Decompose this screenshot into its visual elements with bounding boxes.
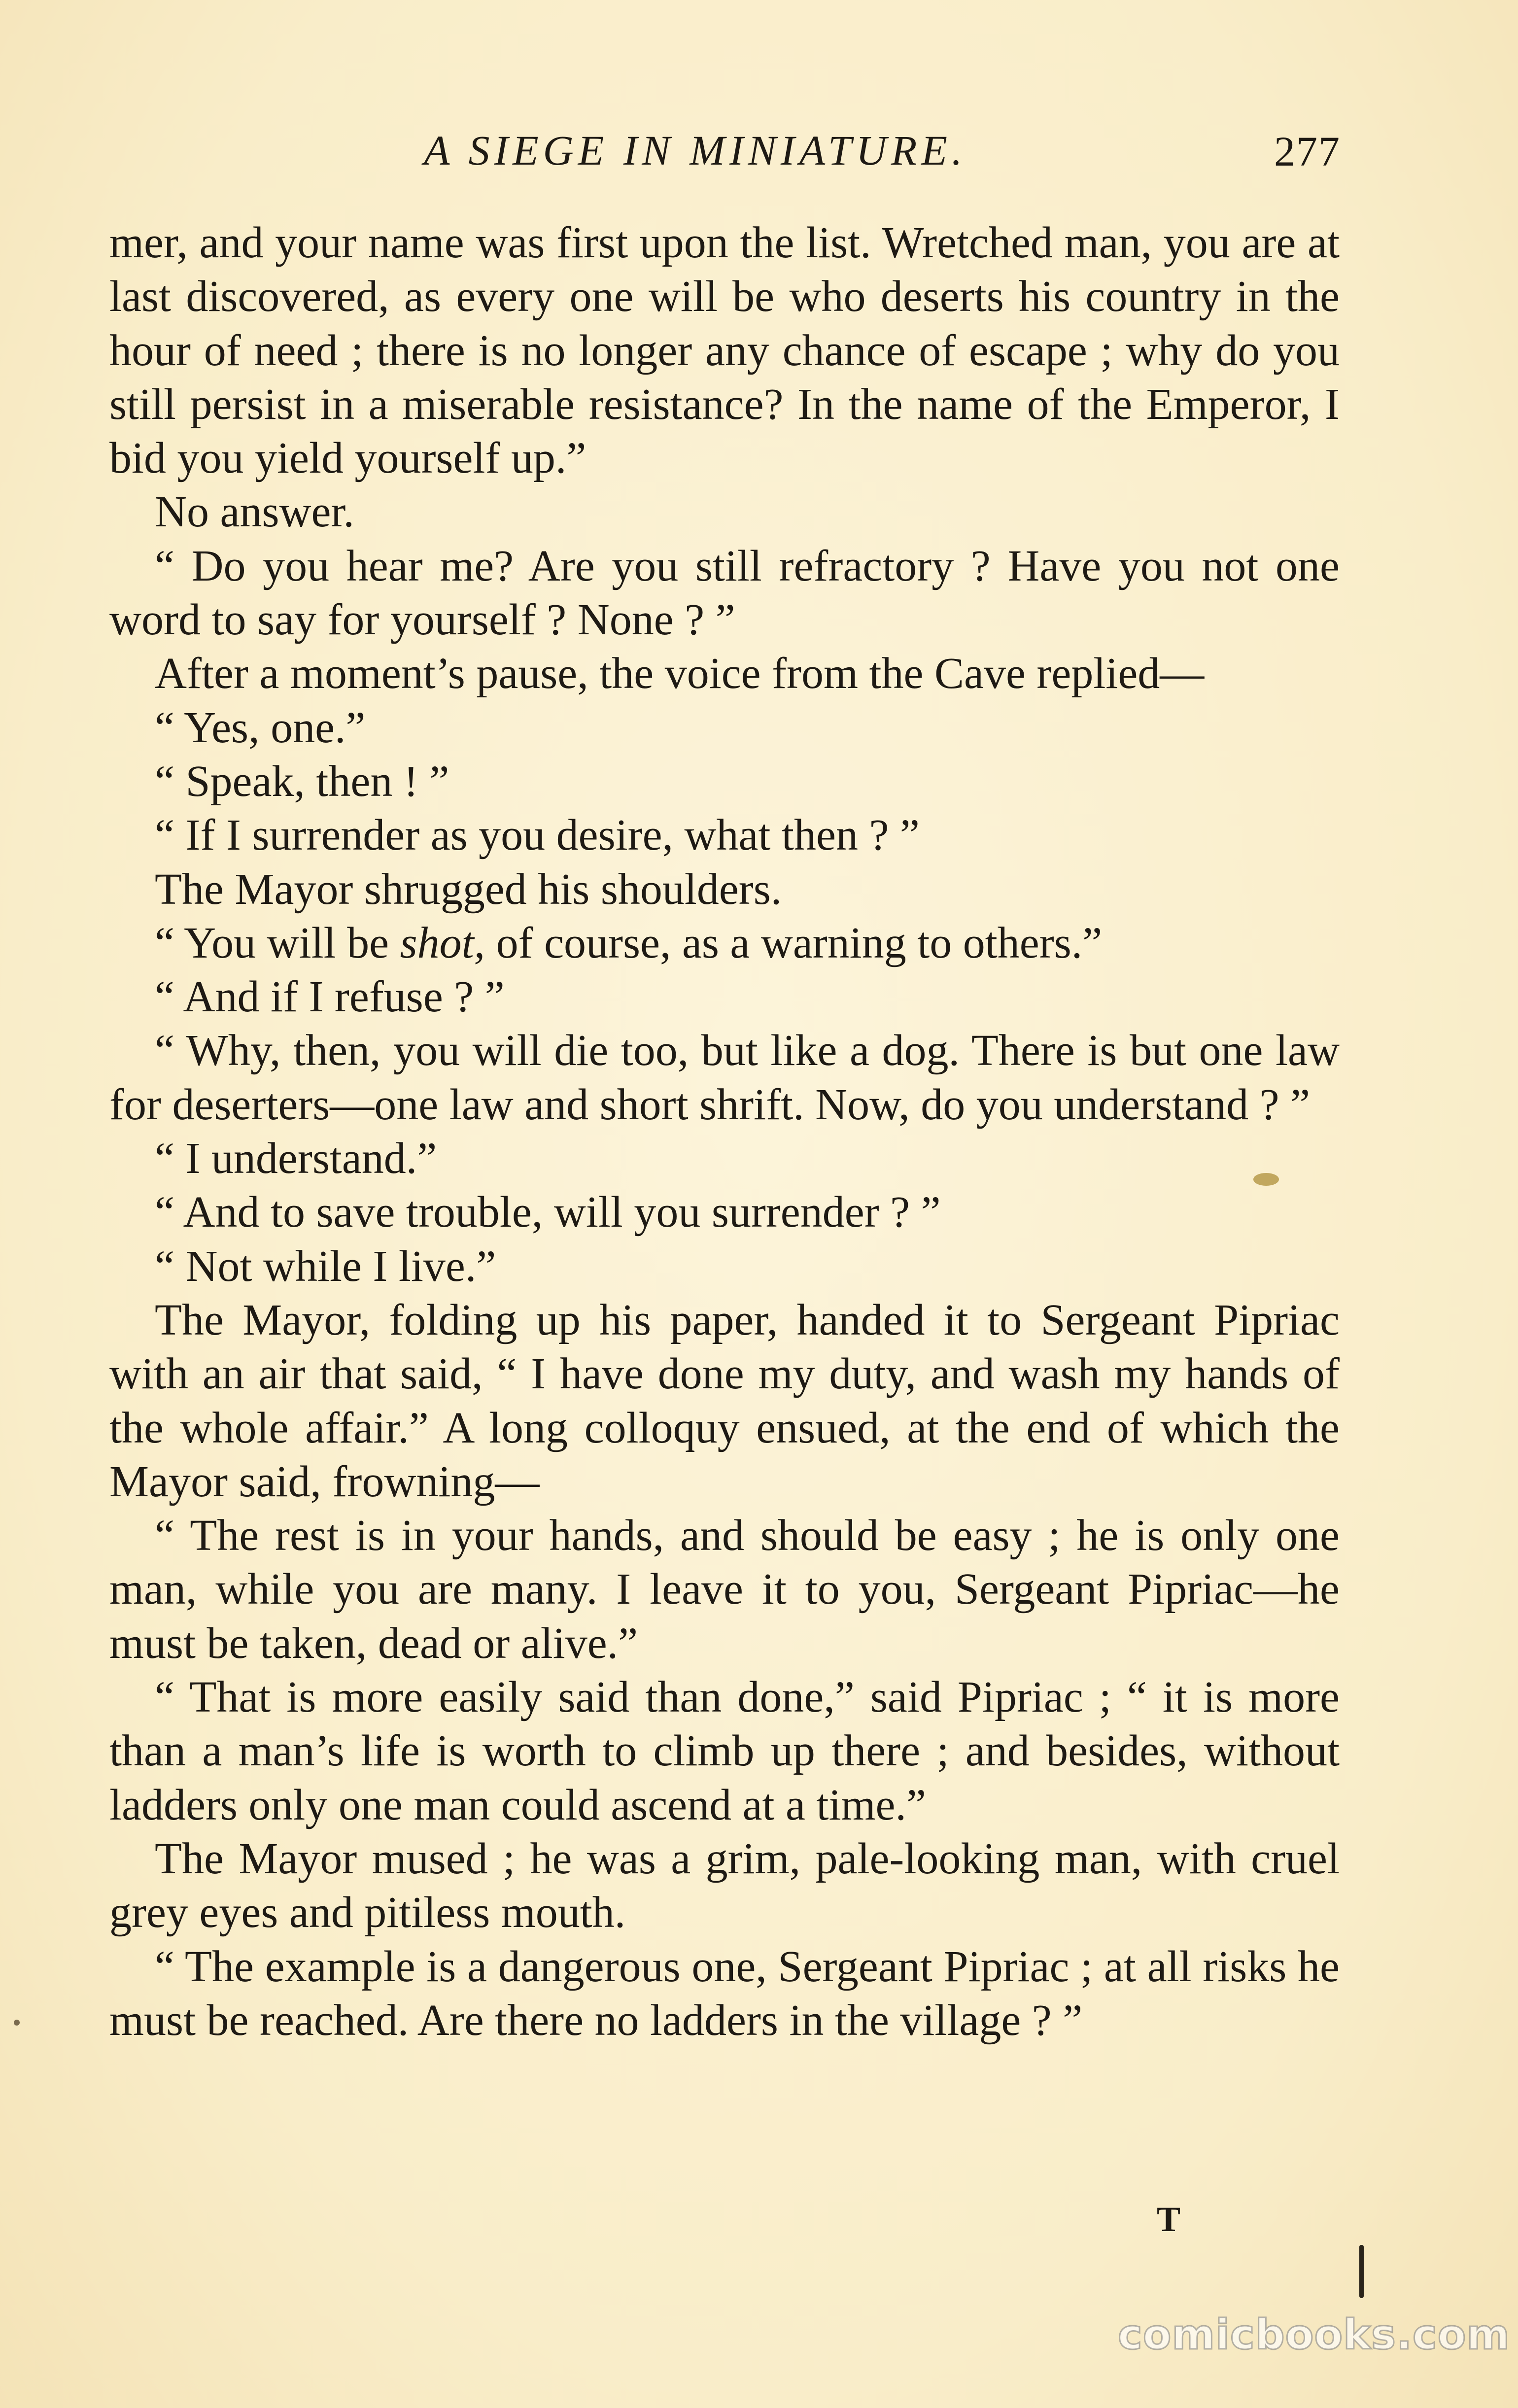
paragraph: “ And to save trouble, will you surrender ? ” <box>155 1188 941 1237</box>
paragraph: The Mayor shrugged his shoulders. <box>155 864 782 914</box>
paragraph: “ And if I refuse ? ” <box>155 972 505 1022</box>
page-edge-mark <box>1359 2245 1364 2298</box>
emphasized-word: shot, <box>400 918 485 967</box>
paragraph: “ Why, then, you will die too, but like a dog. There is but one law for deserters—one law and short shrift. Now, do you understand ? ” <box>109 1026 1340 1129</box>
paper-speck <box>14 2020 20 2026</box>
paragraph: The Mayor, folding up his paper, handed it to Sergeant Pipriac with an air that said, “ I have done my duty, and wash my hands of the whole affair.” A long colloquy ensued, at the end of which the Mayor said, frowning— <box>109 1295 1340 1506</box>
paper-stain <box>1253 1173 1279 1186</box>
paragraph: “ The example is a dangerous one, Sergeant Pipriac ; at all risks he must be reached. Are there no ladders in the village ? ” <box>109 1942 1340 2045</box>
paragraph: “ Not while I live.” <box>155 1241 496 1291</box>
paragraph: “ That is more easily said than done,” said Pipriac ; “ it is more than a man’s life is worth to climb up there ; and besides, without ladders only one man could ascend at a time.” <box>109 1673 1340 1829</box>
signature-mark: T <box>1157 2200 1181 2239</box>
paragraph: After a moment’s pause, the voice from the Cave replied— <box>155 649 1205 698</box>
page-number: 277 <box>1274 128 1341 175</box>
running-head: A SIEGE IN MINIATURE. <box>424 127 967 174</box>
page-header <box>424 126 1341 185</box>
paragraph: “ The rest is in your hands, and should be easy ; he is only one man, while you are many. I leave it to you, Sergeant Pipriac—he must be taken, dead or alive.” <box>109 1511 1340 1668</box>
paragraph <box>109 916 1340 970</box>
paragraph: No answer. <box>155 487 354 537</box>
paragraph: “ Yes, one.” <box>155 703 366 752</box>
body-text <box>109 216 1340 2047</box>
paragraph-text: of course, as a warning to others.” <box>485 918 1103 967</box>
paragraph: mer, and your name was first upon the list. Wretched man, you are at last discovered, as every one will be who deserts his country in the hour of need ; there is no longer any chance of escape ; why do you still persist in a miserable resistance? In the name of the Emperor, I bid you yield yourself up.” <box>109 218 1340 483</box>
watermark: comicbooks.com <box>1118 2310 1510 2359</box>
paragraph: “ Do you hear me? Are you still refractory ? Have you not one word to say for yourself ? None ? ” <box>109 541 1340 645</box>
paragraph-text: “ You will be <box>155 918 400 967</box>
paragraph: “ If I surrender as you desire, what then ? ” <box>155 811 920 860</box>
paragraph: “ I understand.” <box>155 1134 437 1183</box>
paragraph: The Mayor mused ; he was a grim, pale-looking man, with cruel grey eyes and pitiless mouth. <box>109 1834 1340 1937</box>
paragraph: “ Speak, then ! ” <box>155 757 449 806</box>
